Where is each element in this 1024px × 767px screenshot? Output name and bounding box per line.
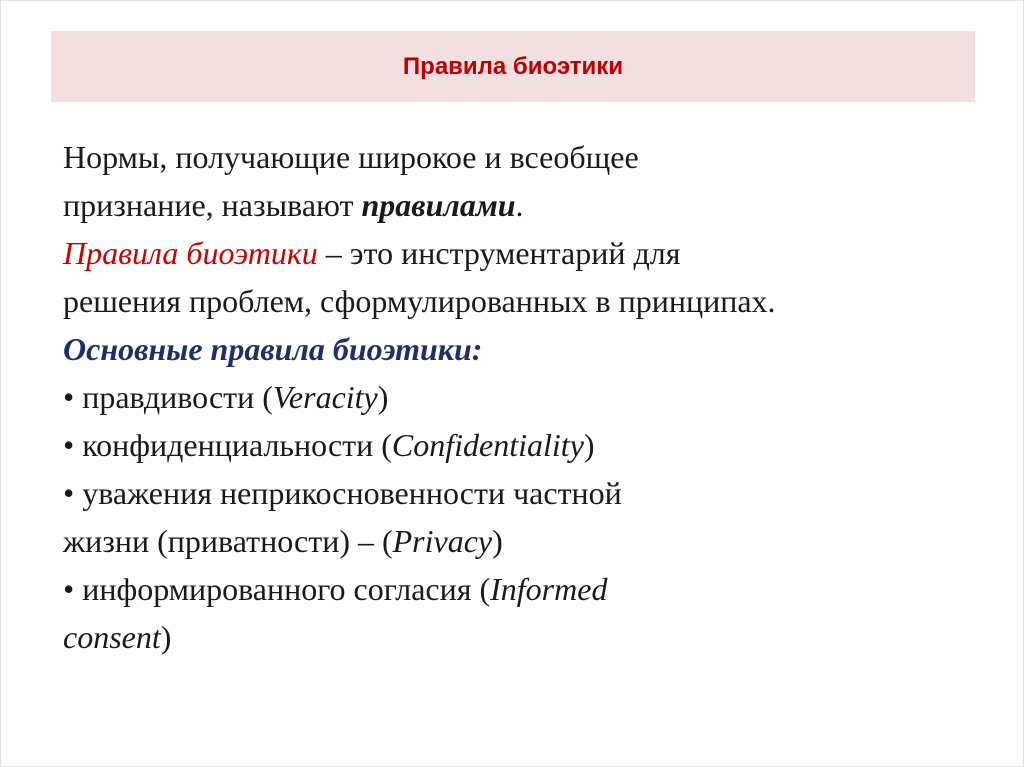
rule-text: ) [377,379,389,415]
rule-item-confidentiality [63,421,983,469]
bioethics-rules-line-1 [63,229,983,277]
bioethics-rules-text: решения проблем, сформулированных в принципах. [63,283,776,319]
definition-punctuation: . [515,187,524,223]
rule-text: ) [160,619,172,655]
rule-english: Veracity [272,379,378,415]
rule-text: жизни (приватности) – ( [63,523,393,559]
rule-text: ) [492,523,503,559]
slide-title: Правила биоэтики [402,52,624,80]
rule-english: consent [63,619,161,655]
rule-text: • конфиденциальности ( [63,427,392,463]
bioethics-rules-term: Правила биоэтики [63,235,318,271]
bioethics-rules-line-2 [63,277,983,325]
rule-text: • информированного согласия ( [63,571,491,607]
rule-item-veracity [63,373,983,421]
definition-text: признание, называют [63,187,362,223]
rules-heading-line [63,325,983,373]
emphasis-term: правилами [361,187,516,223]
title-bar [51,31,975,102]
rule-text: • уважения неприкосновенности частной [63,475,622,511]
rule-text: • правдивости ( [63,379,273,415]
slide-body [63,133,983,661]
rule-english: Informed [490,571,608,607]
rule-english: Privacy [392,523,493,559]
rule-text: ) [583,427,595,463]
rule-item-informed-consent-line-1 [63,565,983,613]
rules-heading: Основные правила биоэтики: [63,331,483,367]
definition-text: Нормы, получающие широкое и всеобщее [63,139,639,175]
rule-item-privacy-line-2 [63,517,983,565]
definition-line-2 [63,181,983,229]
rule-english: Confidentiality [391,427,584,463]
rule-item-informed-consent-line-2 [63,613,983,661]
bioethics-rules-text: – это инструментарий для [317,235,681,271]
rule-item-privacy-line-1 [63,469,983,517]
definition-line-1 [63,133,983,181]
